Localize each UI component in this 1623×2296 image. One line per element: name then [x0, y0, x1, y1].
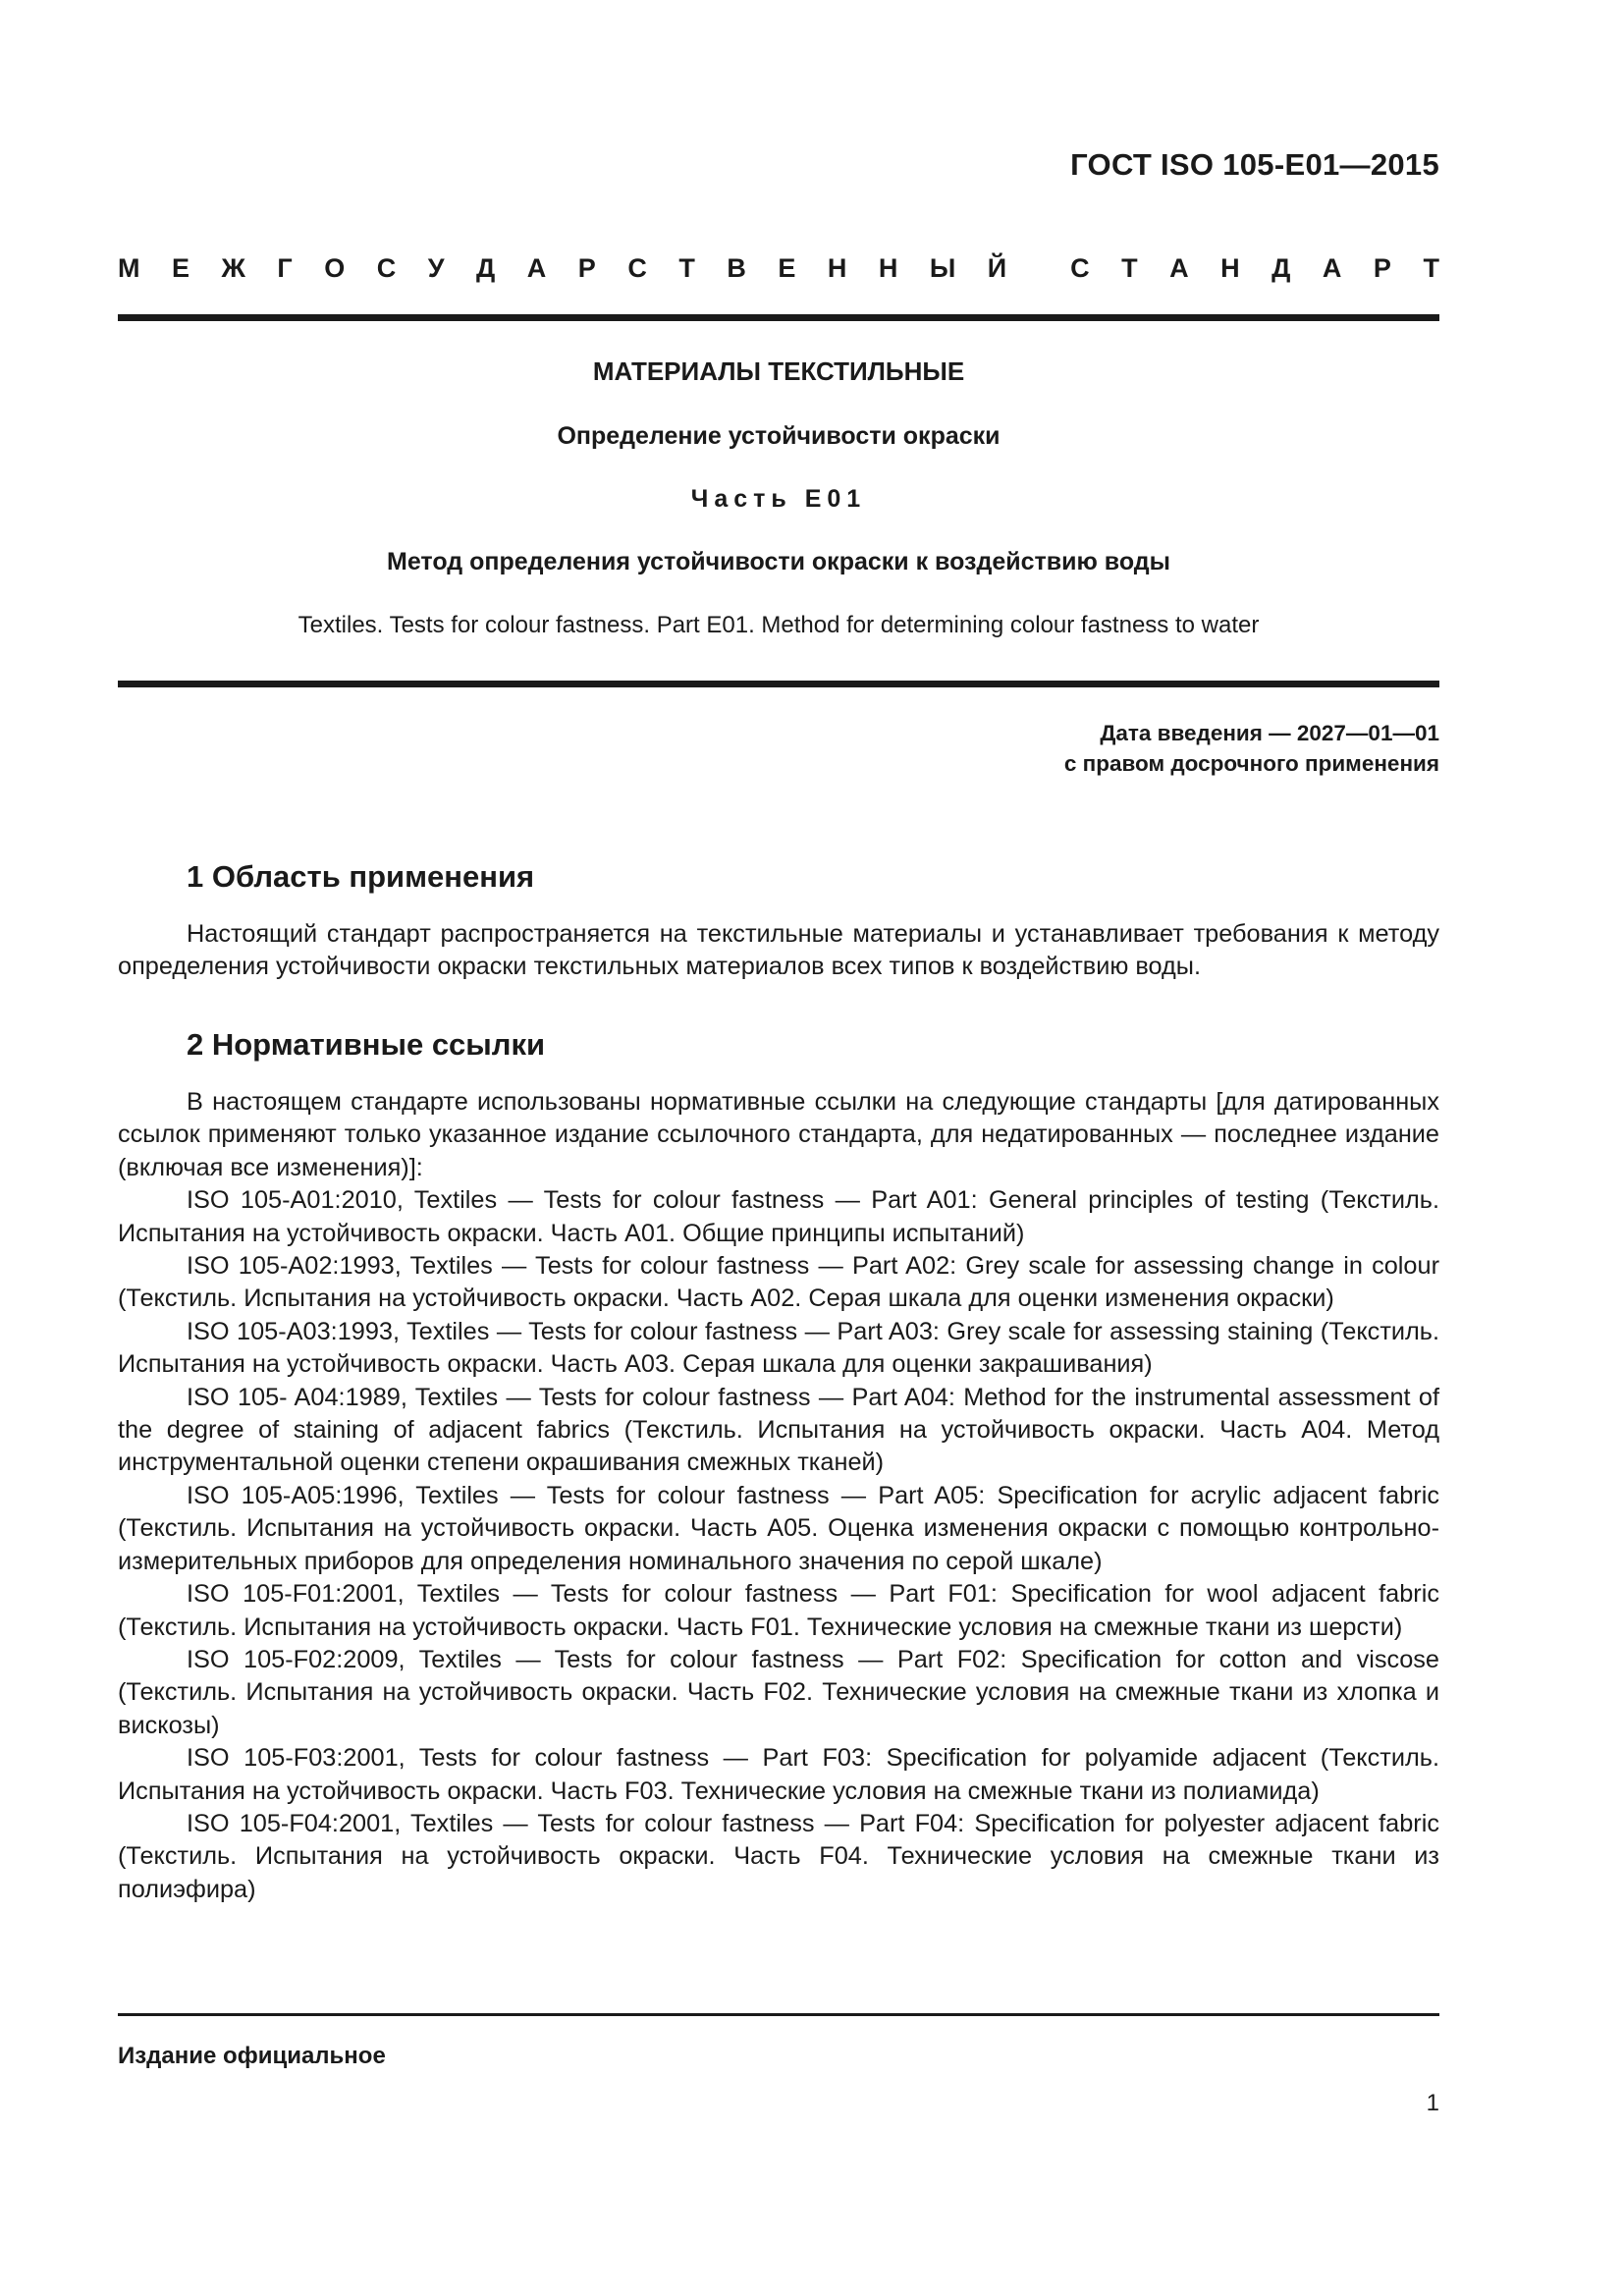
- reference-item: ISO 105-F01:2001, Textiles — Tests for colour fastness — Part F01: Specification for wool adjacent fabric (Текстиль. Испытания на устойчивость окраски. Часть F01. Технические условия на смежные ткани из шерсти): [118, 1580, 1439, 1641]
- document-id: ГОСТ ISO 105-E01—2015: [1070, 147, 1439, 182]
- reference-item: ISO 105- A04:1989, Textiles — Tests for colour fastness — Part A04: Method for the instrumental assessment of the degree of staining of adjacent fabrics (Текстиль. Испытания на устойчивость окраски. Часть А04. Метод инструментальной оценки степени окрашивания смежных тканей): [118, 1383, 1439, 1477]
- page-number: 1: [1426, 2090, 1439, 2116]
- reference-item: ISO 105-A02:1993, Textiles — Tests for colour fastness — Part A02: Grey scale for assessing change in colour (Текстиль. Испытания на устойчивость окраски. Часть А02. Серая шкала для оценки изменения окраски): [118, 1252, 1439, 1313]
- section-2-heading: 2 Нормативные ссылки: [187, 1027, 546, 1062]
- interstate-standard-banner: [118, 253, 1439, 284]
- introduction-date-block: [1064, 718, 1439, 779]
- banner-letter: М: [118, 253, 140, 283]
- banner-letter: Е: [172, 253, 190, 283]
- banner-letter: А: [526, 253, 547, 283]
- banner-letter: Т: [1121, 253, 1138, 283]
- reference-item: ISO 105-F04:2001, Textiles — Tests for colour fastness — Part F04: Specification for polyester adjacent fabric (Текстиль. Испытания на устойчивость окраски. Часть F04. Технические условия на смежные ткани из полиэфира): [118, 1809, 1439, 1903]
- banner-letter: В: [727, 253, 746, 283]
- banner-letter: Т: [678, 253, 695, 283]
- banner-letter: Й: [987, 253, 1007, 283]
- footer-rule: [118, 2013, 1439, 2016]
- banner-letter: Н: [827, 253, 847, 283]
- banner-letter: Д: [1271, 253, 1291, 283]
- paragraph: В настоящем стандарте использованы нормативные ссылки на следующие стандарты [для датированных ссылок применяют только указанное издание ссылочного стандарта, для недатированных — последнее издание (включая все изменения)]:: [118, 1088, 1439, 1181]
- official-edition-label: Издание официальное: [118, 2043, 386, 2069]
- banner-letter: Г: [277, 253, 293, 283]
- banner-letter: О: [324, 253, 346, 283]
- early-application-note: с правом досрочного применения: [1063, 751, 1439, 776]
- banner-letter: Д: [476, 253, 496, 283]
- banner-letter: С: [376, 253, 397, 283]
- title-part: Часть E01: [690, 485, 867, 513]
- banner-letter: У: [427, 253, 445, 283]
- banner-letter: Т: [1423, 253, 1439, 283]
- banner-letter: Ы: [929, 253, 956, 283]
- banner-letter: А: [1322, 253, 1342, 283]
- banner-letter: Н: [878, 253, 898, 283]
- section-1-body: [118, 918, 1439, 984]
- paragraph: Настоящий стандарт распространяется на текстильные материалы и устанавливает требования к методу определения устойчивости окраски текстильных материалов всех типов к воздействию воды.: [118, 920, 1439, 981]
- banner-letter: Ж: [221, 253, 245, 283]
- reference-item: ISO 105-A01:2010, Textiles — Tests for colour fastness — Part A01: General principles of testing (Текстиль. Испытания на устойчивость окраски. Часть А01. Общие принципы испытаний): [118, 1186, 1439, 1247]
- section-1-heading: 1 Область применения: [187, 859, 535, 894]
- title-english: Textiles. Tests for colour fastness. Part E01. Method for determining colour fastness to water: [298, 612, 1260, 638]
- title-method: Метод определения устойчивости окраски к воздействию воды: [387, 548, 1170, 575]
- title-subtitle: Определение устойчивости окраски: [557, 422, 1001, 450]
- reference-item: ISO 105-F03:2001, Tests for colour fastness — Part F03: Specification for polyamide adjacent (Текстиль. Испытания на устойчивость окраски. Часть F03. Технические условия на смежные ткани из полиамида): [118, 1744, 1439, 1805]
- section-2-body: [118, 1086, 1439, 1906]
- title-rule: [118, 681, 1439, 687]
- banner-letter: Р: [577, 253, 596, 283]
- reference-item: ISO 105-A05:1996, Textiles — Tests for colour fastness — Part A05: Specification for acrylic adjacent fabric (Текстиль. Испытания на устойчивость окраски. Часть А05. Оценка изменения окраски с помощью контрольно-измерительных приборов для определения номинального значения по серой шкале): [118, 1481, 1439, 1575]
- banner-letter: Н: [1220, 253, 1240, 283]
- banner-letter: С: [627, 253, 647, 283]
- introduction-date: Дата введения — 2027—01—01: [1100, 721, 1439, 745]
- banner-letter: А: [1169, 253, 1189, 283]
- reference-item: ISO 105-F02:2009, Textiles — Tests for colour fastness — Part F02: Specification for cotton and viscose (Текстиль. Испытания на устойчивость окраски. Часть F02. Технические условия на смежные ткани из хлопка и вискозы): [118, 1645, 1439, 1739]
- title-main: МАТЕРИАЛЫ ТЕКСТИЛЬНЫЕ: [592, 356, 965, 386]
- banner-letter: С: [1070, 253, 1090, 283]
- reference-item: ISO 105-A03:1993, Textiles — Tests for colour fastness — Part A03: Grey scale for assessing staining (Текстиль. Испытания на устойчивость окраски. Часть А03. Серая шкала для оценки закрашивания): [118, 1317, 1439, 1379]
- banner-letter: Е: [778, 253, 796, 283]
- banner-letter: Р: [1373, 253, 1391, 283]
- header-rule: [118, 314, 1439, 321]
